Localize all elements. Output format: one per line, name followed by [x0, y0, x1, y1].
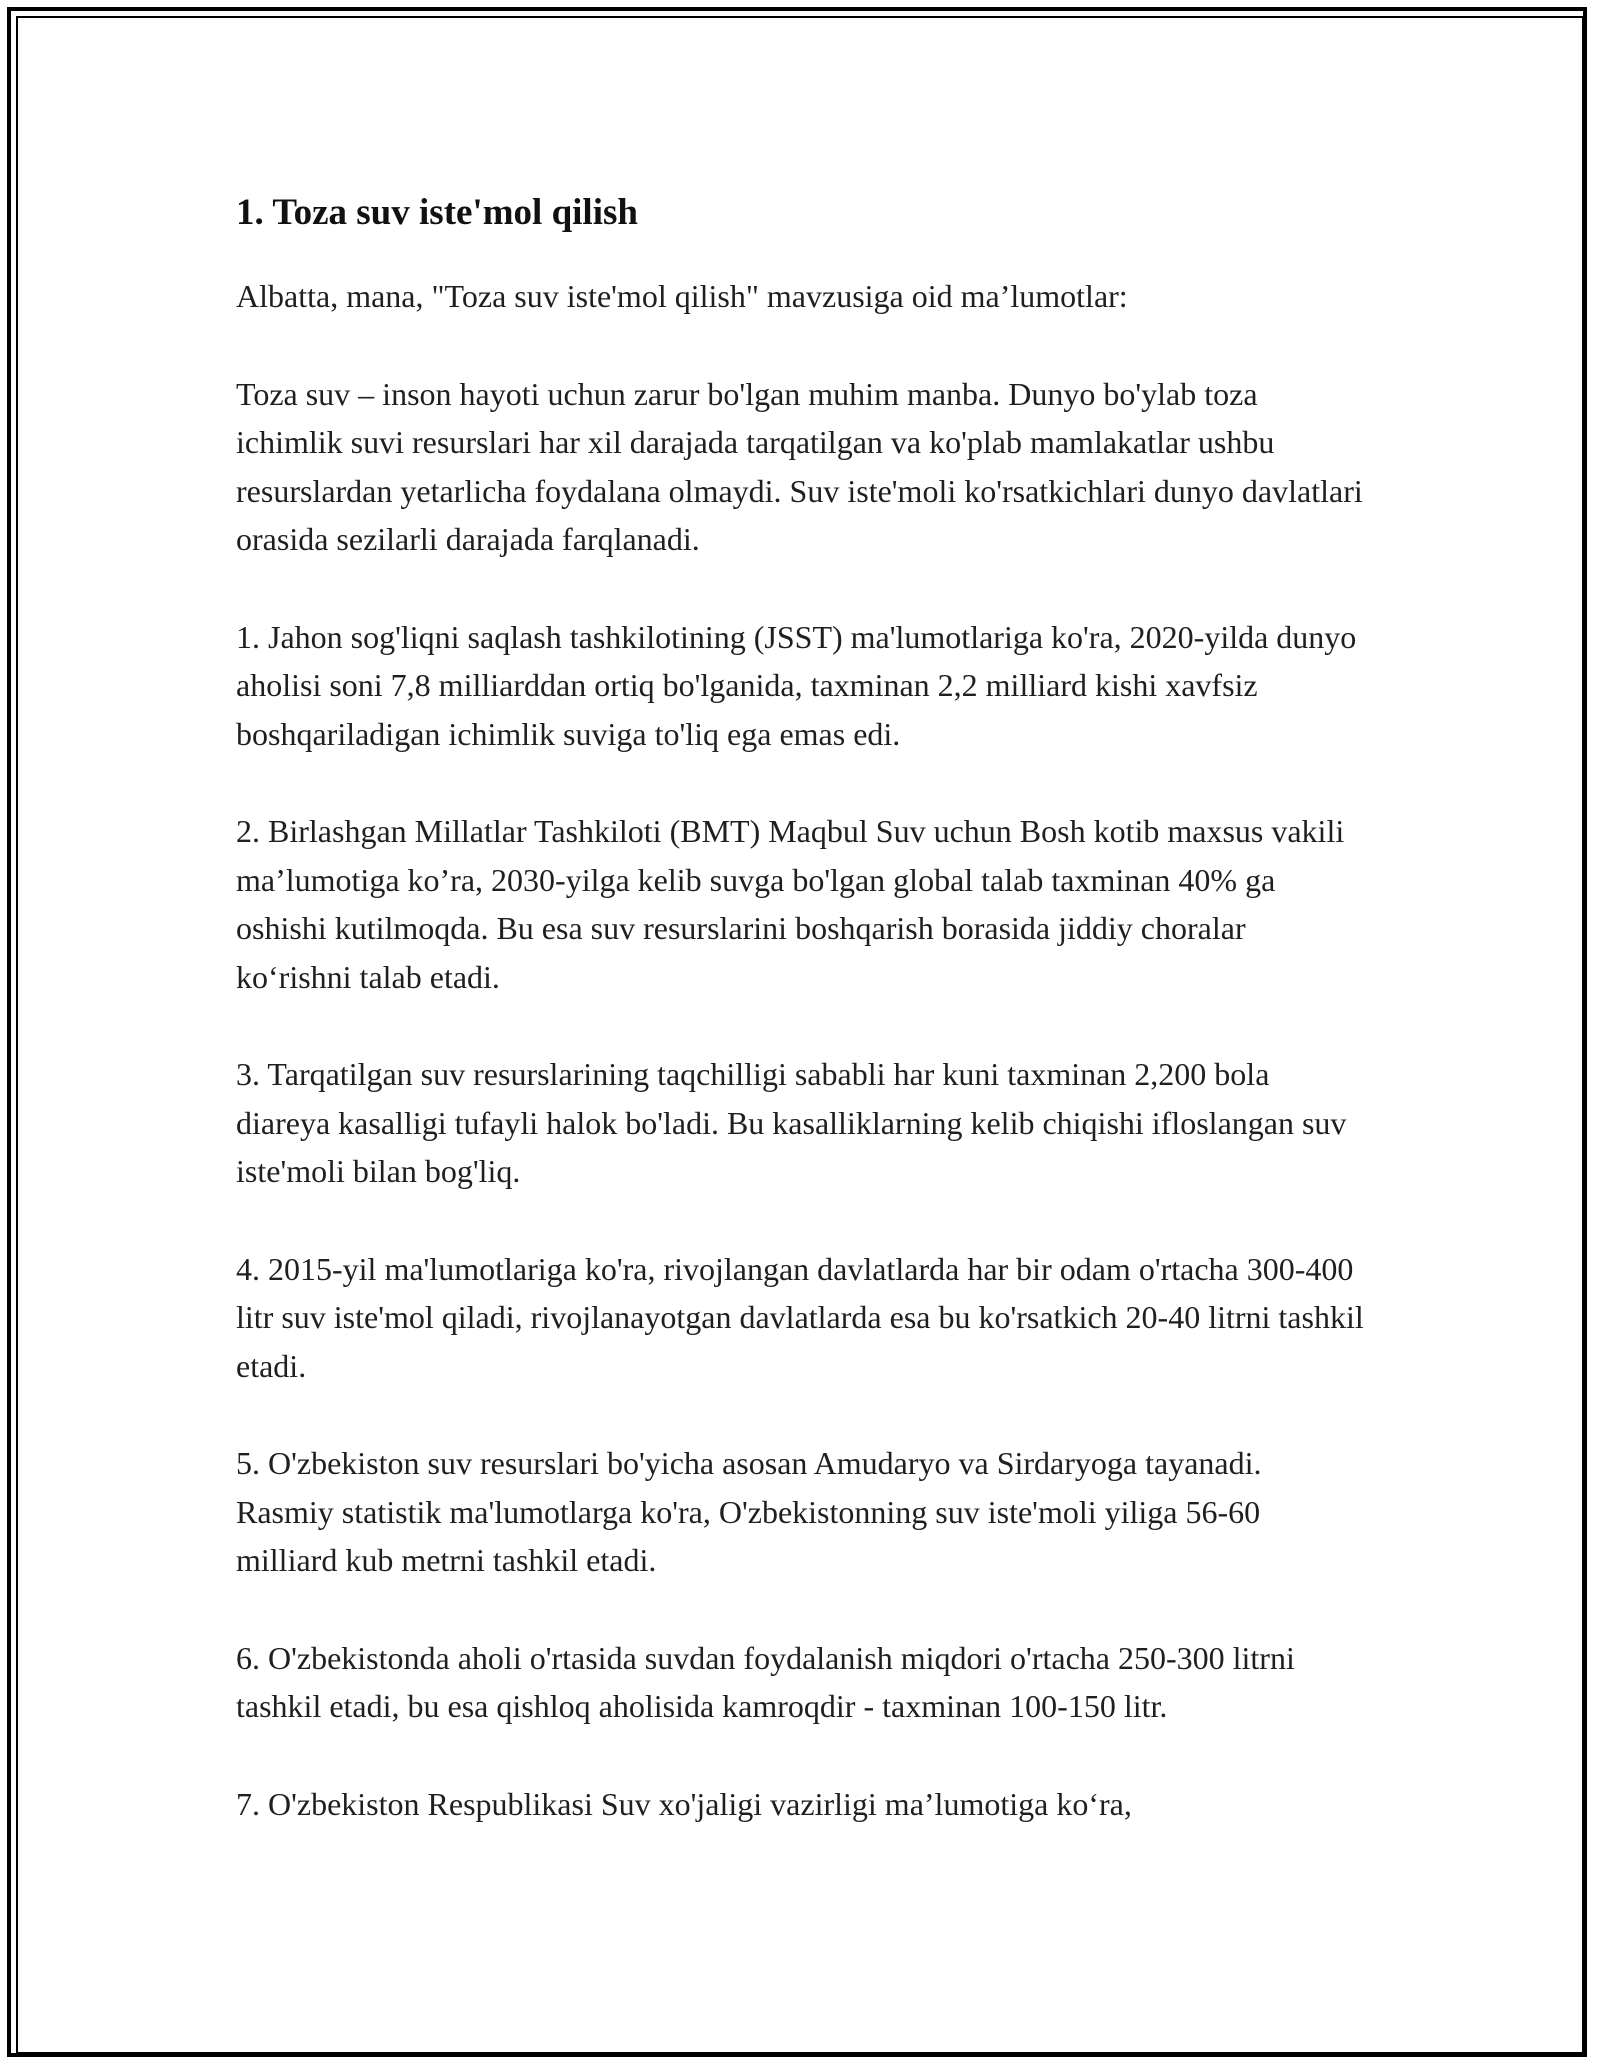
point-7-paragraph: 7. O'zbekiston Respublikasi Suv xo'jaligi vazirligi ma’lumotiga ko‘ra, [236, 1785, 1132, 1822]
point-5-paragraph: 5. O'zbekiston suv resurslari bo'yicha asosan Amudaryo va Sirdaryoga tayanadi. Rasmiy statistik ma'lumotlarga ko'ra, O'zbekistonning suv iste'moli yiliga 56-60 milliard kub metrni tashkil etadi. [236, 1445, 1262, 1578]
point-3-paragraph: 3. Tarqatilgan suv resurslarining taqchilligi sababli har kuni taxminan 2,200 bola diareya kasalligi tufayli halok bo'ladi. Bu kasalliklarning kelib chiqishi ifloslangan suv iste'moli bilan bog'liq. [236, 1056, 1347, 1189]
document-body [236, 188, 1366, 1828]
document-title: 1. Toza suv iste'mol qilish [236, 192, 638, 233]
point-4-paragraph: 4. 2015-yil ma'lumotlariga ko'ra, rivojlangan davlatlarda har bir odam o'rtacha 300-400 litr suv iste'mol qiladi, rivojlanayotgan davlatlarda esa bu ko'rsatkich 20-40 litrni tashkil etadi. [236, 1250, 1364, 1384]
intro-paragraph: Albatta, mana, "Toza suv iste'mol qilish" mavzusiga oid ma’lumotlar: [236, 278, 1128, 314]
point-6-paragraph: 6. O'zbekistonda aholi o'rtasida suvdan foydalanish miqdori o'rtacha 250-300 litrni tashkil etadi, bu esa qishloq aholisida kamroqdir - taxminan 100-150 litr. [236, 1639, 1295, 1724]
point-1-paragraph: 1. Jahon sog'liqni saqlash tashkilotining (JSST) ma'lumotlariga ko'ra, 2020-yilda dunyo aholisi soni 7,8 milliarddan ortiq bo'lganida, taxminan 2,2 milliard kishi xavfsiz boshqariladigan ichimlik suviga to'liq ega emas edi. [236, 618, 1357, 752]
point-2-paragraph: 2. Birlashgan Millatlar Tashkiloti (BMT) Maqbul Suv uchun Bosh kotib maxsus vakili ma’lumotiga ko’ra, 2030-yilga kelib suvga bo'lgan global talab taxminan 40% ga oshishi kutilmoqda. Bu esa suv resurslarini boshqarish borasida jiddiy choralar ko‘rishni talab etadi. [236, 813, 1345, 995]
overview-paragraph: Toza suv – inson hayoti uchun zarur bo'lgan muhim manba. Dunyo bo'ylab toza ichimlik suvi resurslari har xil darajada tarqatilgan va ko'plab mamlakatlar ushbu resurslardan yetarlicha foydalana olmaydi. Suv iste'moli ko'rsatkichlari dunyo davlatlari orasida sezilarli darajada farqlanadi. [236, 375, 1363, 557]
